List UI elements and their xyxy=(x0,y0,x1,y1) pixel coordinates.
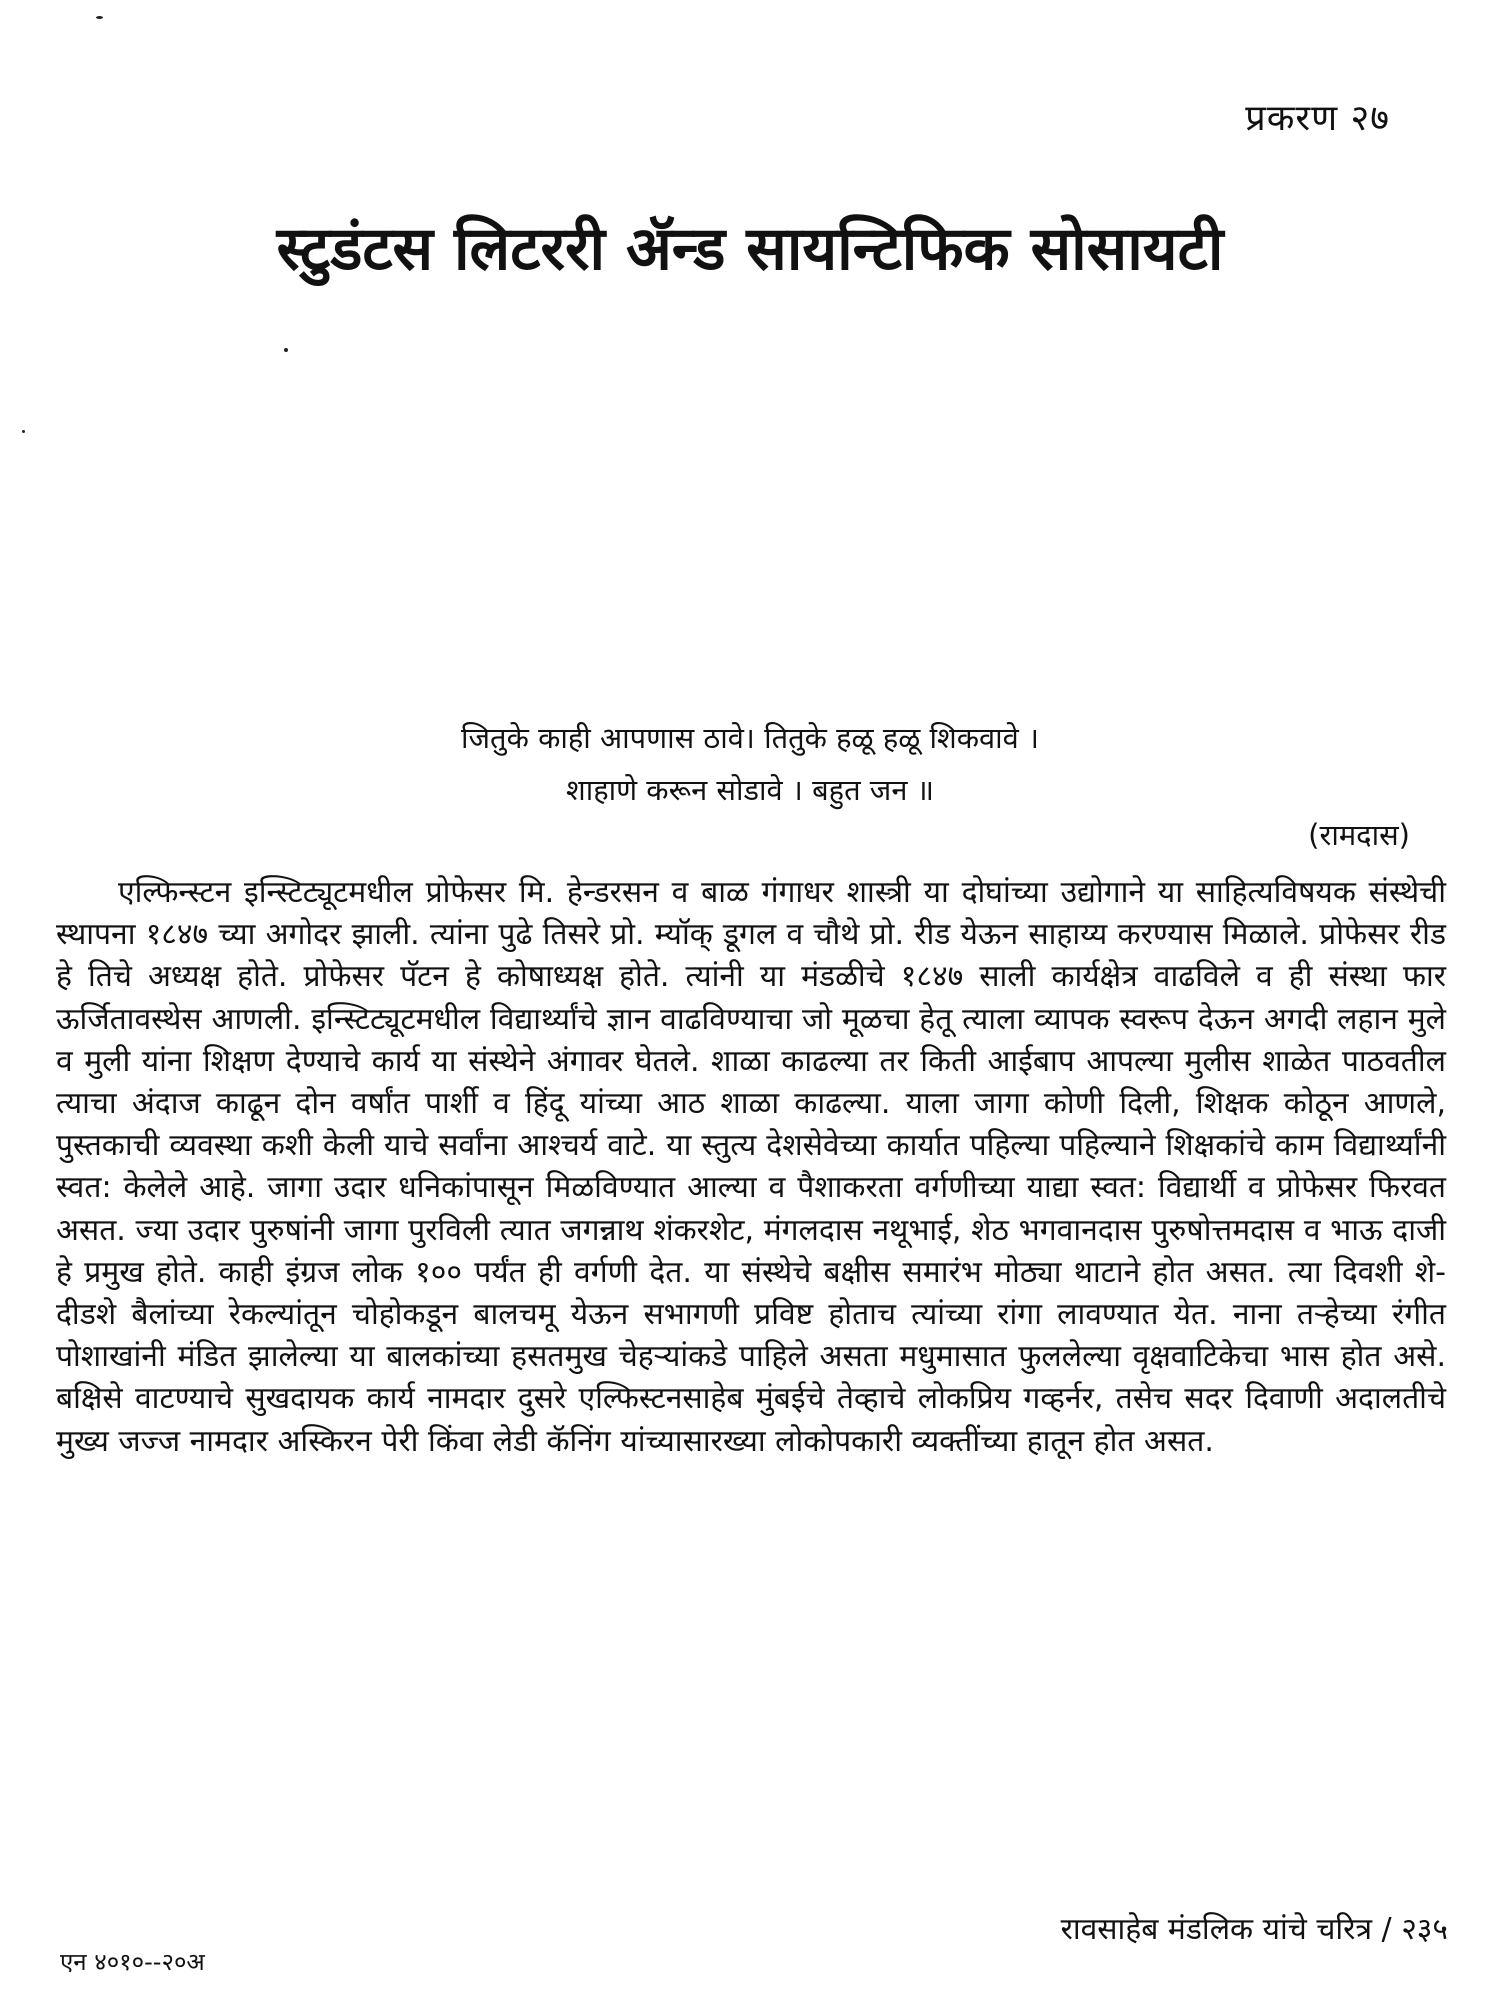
chapter-number: प्रकरण २७ xyxy=(1245,98,1390,139)
epigraph-verse xyxy=(0,712,1500,816)
epigraph-author: (रामदास) xyxy=(1308,818,1410,852)
body-paragraph: एल्फिन्स्टन इन्स्टिट्यूटमधील प्रोफेसर मि. हेन्डरसन व बाळ गंगाधर शास्त्री या दोघांच्या उद्योगाने या साहित्यविषयक संस्थेची स्थापना १८४७ च्या अगोदर झाली. त्यांना पुढे तिसरे प्रो. म्यॉक् डूगल व चौथे प्रो. रीड येऊन साहाय्य करण्यास मिळाले. प्रोफेसर रीड हे तिचे अध्यक्ष होते. प्रोफेसर पॅटन हे कोषाध्यक्ष होते. त्यांनी या मंडळीचे १८४७ साली कार्यक्षेत्र वाढविले व ही संस्था फार ऊर्जितावस्थेस आणली. इन्स्टिट्यूटमधील विद्यार्थ्यांचे ज्ञान वाढविण्याचा जो मूळचा हेतू त्याला व्यापक स्वरूप देऊन अगदी लहान मुले व मुली यांना शिक्षण देण्याचे कार्य या संस्थेने अंगावर घेतले. शाळा काढल्या तर किती आईबाप आपल्या मुलीस शाळेत पाठवतील त्याचा अंदाज काढून दोन वर्षांत पार्शी व हिंदू यांच्या आठ शाळा काढल्या. याला जागा कोणी दिली, शिक्षक कोठून आणले, पुस्तकाची व्यवस्था कशी केली याचे सर्वांना आश्चर्य वाटे. या स्तुत्य देशसेवेच्या कार्यात पहिल्या पहिल्याने शिक्षकांचे काम विद्यार्थ्यांनी स्वत: केलेले आहे. जागा उदार धनिकांपासून मिळविण्यात आल्या व पैशाकरता वर्गणीच्या याद्या स्वत: विद्यार्थी व प्रोफेसर फिरवत असत. ज्या उदार पुरुषांनी जागा पुरविली त्यात जगन्नाथ शंकरशेट, मंगलदास नथूभाई, शेठ भगवानदास पुरुषोत्तमदास व भाऊ दाजी हे प्रमुख होते. काही इंग्रज लोक १०० पर्यंत ही वर्गणी देत. या संस्थेचे बक्षीस समारंभ मोठ्या थाटाने होत असत. त्या दिवशी शे-दीडशे बैलांच्या रेकल्यांतून चोहोकडून बालचमू येऊन सभागणी प्रविष्ट होताच त्यांच्या रांगा लावण्यात येत. नाना तऱ्हेच्या रंगीत पोशाखांनी मंडित झालेल्या या बालकांच्या हसतमुख चेहऱ्यांकडे पाहिले असता मधुमासात फुललेल्या वृक्षवाटिकेचा भास होत असे. बक्षिसे वाटण्याचे सुखदायक कार्य नामदार दुसरे एल्फिस्टनसाहेब मुंबईचे तेव्हाचे लोकप्रिय गव्हर्नर, तसेच सदर दिवाणी अदालतीचे मुख्य जज्ज नामदार अस्किरन पेरी किंवा लेडी कॅनिंग यांच्यासारख्या लोकोपकारी व्यक्तींच्या हातून होत असत. xyxy=(56,875,1447,1459)
page-title: स्टुडंटस लिटररी ॲन्ड सायन्टिफिक सोसायटी xyxy=(276,214,1224,284)
print-code: एन ४०१०--२०अ xyxy=(60,1948,205,1976)
print-speck xyxy=(96,16,103,19)
print-speck xyxy=(284,348,288,352)
running-footer: रावसाहेब मंडलिक यांचे चरित्र / २३५ xyxy=(1060,1912,1448,1947)
print-speck xyxy=(22,430,25,433)
epigraph-line-1: जितुके काही आपणास ठावे। तितुके हळू हळू शिकवावे । xyxy=(461,721,1039,755)
epigraph-line-2: शाहाणे करून सोडावे । बहुत जन ॥ xyxy=(565,773,935,807)
